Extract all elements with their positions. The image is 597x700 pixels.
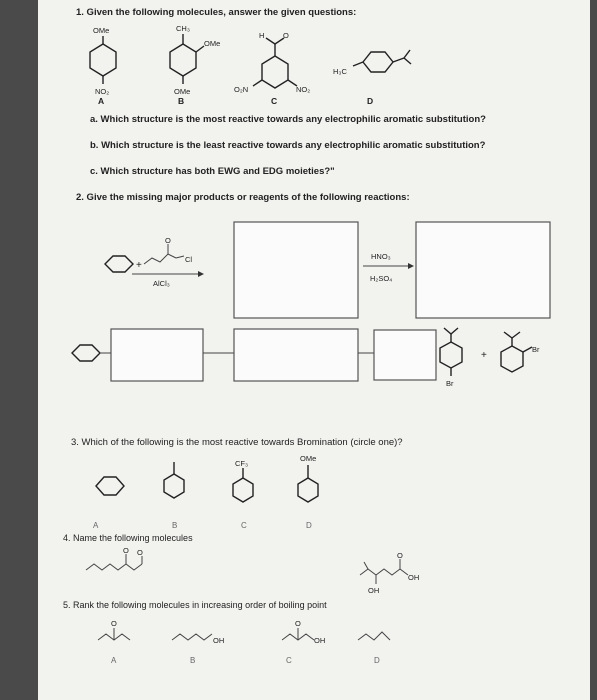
q2-answer-box-4[interactable] bbox=[234, 329, 358, 381]
1d-h3c-label: H₃C bbox=[333, 67, 347, 76]
q4-molecule-1 bbox=[86, 546, 143, 570]
q4-o-label-3: O bbox=[397, 551, 403, 560]
q2-reaction-2-reactant bbox=[72, 345, 100, 361]
q5-oh-label-1: OH bbox=[213, 636, 225, 645]
plus-sign-2: + bbox=[481, 350, 487, 361]
q4-oh-label-1: OH bbox=[408, 573, 420, 582]
letter-1b: B bbox=[178, 96, 185, 106]
q5-o-label-1: O bbox=[111, 619, 117, 628]
molecule-1a bbox=[90, 26, 116, 106]
q3-letter-b: B bbox=[172, 521, 178, 530]
q3-molecules bbox=[93, 454, 318, 530]
q2-reaction-1-reactants bbox=[105, 236, 204, 288]
q3-cf3-label: CF₃ bbox=[235, 459, 249, 468]
molecule-1c bbox=[234, 31, 310, 106]
q4-o-label-2: O bbox=[137, 548, 143, 557]
1a-ome-label: OMe bbox=[93, 26, 110, 35]
acyl-o-label: O bbox=[165, 236, 171, 245]
1c-o2n-label: O₂N bbox=[234, 85, 249, 94]
molecule-1d bbox=[333, 50, 411, 106]
alcl3-label: AlCl₃ bbox=[153, 279, 170, 288]
hno3-label: HNO₃ bbox=[371, 252, 391, 261]
q1-sub-a: a. Which structure is the most reactive towards any electrophilic aromatic substitution? bbox=[90, 114, 486, 125]
1b-ome-top-label: OMe bbox=[204, 39, 221, 48]
letter-1d: D bbox=[367, 96, 374, 106]
product-br-label-1: Br bbox=[446, 379, 454, 388]
q5-letter-b: B bbox=[190, 656, 196, 665]
q5-molecules bbox=[98, 619, 390, 665]
1c-o-label: O bbox=[283, 31, 289, 40]
q4-molecule-2 bbox=[360, 551, 419, 595]
q2-answer-box-5[interactable] bbox=[374, 330, 436, 380]
q4-o-label-1: O bbox=[123, 546, 129, 555]
q4-oh-label-2: OH bbox=[368, 586, 380, 595]
q3-letter-c: C bbox=[241, 521, 247, 530]
1b-ch3-label: CH₃ bbox=[176, 24, 190, 33]
acyl-cl-label: Cl bbox=[185, 255, 193, 264]
q2-reaction-1-arrow bbox=[363, 252, 414, 283]
q1-sub-c: c. Which structure has both EWG and EDG moieties?" bbox=[90, 166, 335, 177]
q5-oh-label-2: OH bbox=[314, 636, 326, 645]
q3-heading: 3. Which of the following is the most reactive towards Bromination (circle one)? bbox=[71, 437, 403, 448]
molecule-1b bbox=[170, 24, 220, 106]
q2-heading: 2. Give the missing major products or reagents of the following reactions: bbox=[76, 192, 410, 203]
q4-heading: 4. Name the following molecules bbox=[63, 533, 193, 543]
worksheet-drawing bbox=[38, 0, 590, 700]
h2so4-label: H₂SO₄ bbox=[370, 274, 393, 283]
plus-sign-1: + bbox=[136, 260, 142, 271]
q2-answer-box-2[interactable] bbox=[416, 222, 550, 318]
q1-sub-b: b. Which structure is the least reactive towards any electrophilic aromatic substitution? bbox=[90, 140, 486, 151]
q2-answer-box-1[interactable] bbox=[234, 222, 358, 318]
q5-letter-d: D bbox=[374, 656, 380, 665]
q3-letter-a: A bbox=[93, 521, 99, 530]
q5-letter-a: A bbox=[111, 656, 117, 665]
1b-ome-bottom-label: OMe bbox=[174, 87, 191, 96]
1a-no2-label: NO₂ bbox=[95, 87, 110, 96]
q5-heading: 5. Rank the following molecules in increasing order of boiling point bbox=[63, 600, 327, 610]
q2-products bbox=[440, 328, 540, 388]
q3-ome-label: OMe bbox=[300, 454, 317, 463]
q2-answer-box-3[interactable] bbox=[111, 329, 203, 381]
letter-1a: A bbox=[98, 96, 105, 106]
product-br-label-2: Br bbox=[532, 345, 540, 354]
1c-h-label: H bbox=[259, 31, 265, 40]
letter-1c: C bbox=[271, 96, 278, 106]
q5-o-label-2: O bbox=[295, 619, 301, 628]
q3-letter-d: D bbox=[306, 521, 312, 530]
q5-letter-c: C bbox=[286, 656, 292, 665]
worksheet-page bbox=[38, 0, 590, 700]
1c-no2-label: NO₂ bbox=[296, 85, 311, 94]
q1-heading: 1. Given the following molecules, answer the given questions: bbox=[76, 7, 357, 18]
